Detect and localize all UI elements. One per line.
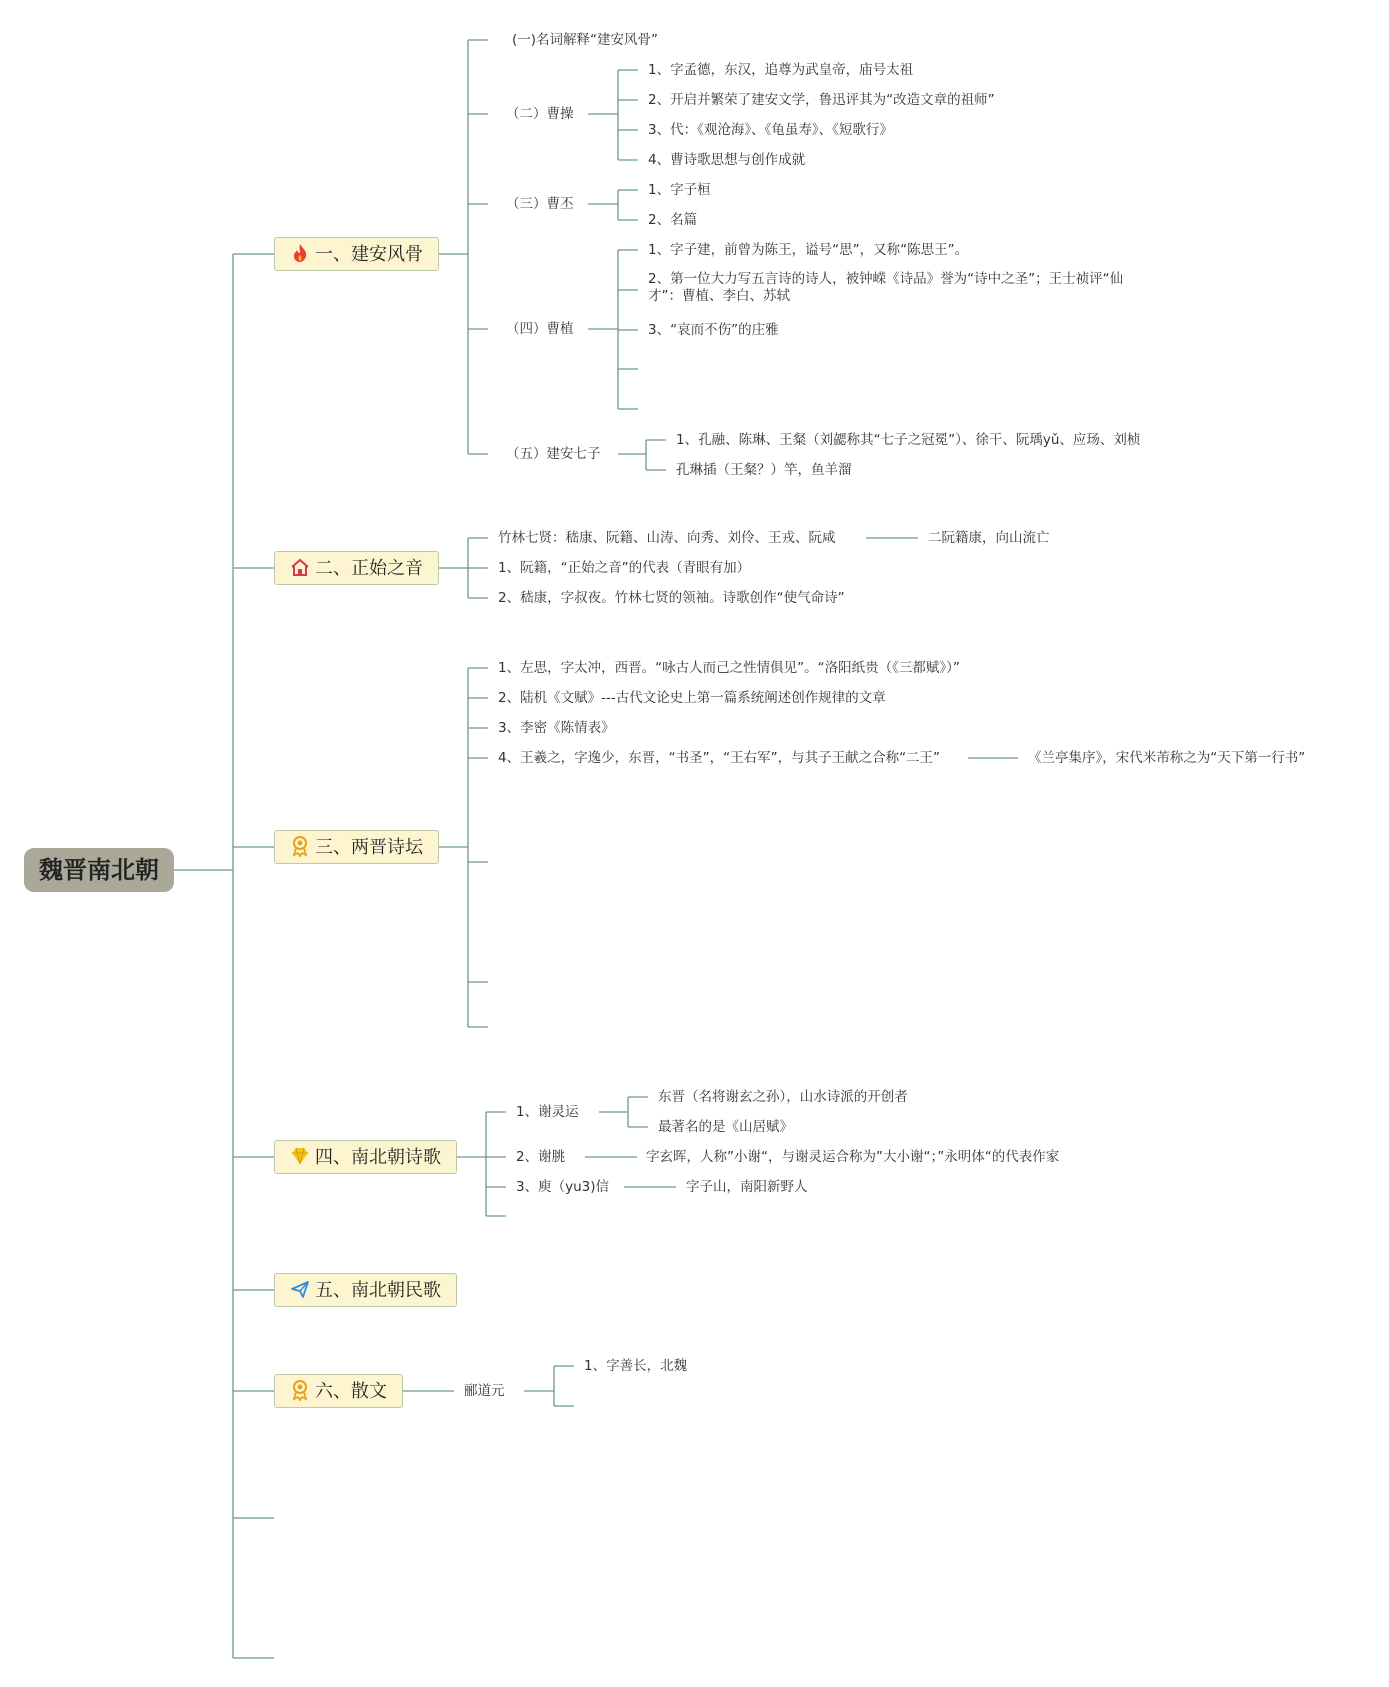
zhengshi-item[interactable]: 竹林七贤：嵇康、阮籍、山涛、向秀、刘伶、王戎、阮咸 [498, 530, 836, 546]
zhengshi-sub[interactable]: 二阮籍康，向山流亡 [928, 530, 1050, 546]
caocao-node[interactable]: （二）曹操 [506, 106, 574, 122]
section-label: 三、两晋诗坛 [315, 837, 423, 858]
qizi-node[interactable]: （五）建安七子 [506, 446, 601, 462]
section-liangjin[interactable] [274, 830, 439, 864]
medal-icon [289, 835, 311, 857]
qizi-item[interactable]: 孔琳插（王粲？）竿，鱼羊溜 [676, 462, 852, 478]
fire-icon [289, 242, 311, 264]
section-label: 四、南北朝诗歌 [315, 1147, 441, 1168]
section-label: 一、建安风骨 [315, 244, 423, 265]
xie-lingyun-node[interactable]: 1、谢灵运 [516, 1104, 579, 1120]
medal-icon [289, 1379, 311, 1401]
diamond-icon [289, 1145, 311, 1167]
xie-tiao-node[interactable]: 2、谢朓 [516, 1149, 566, 1165]
li-daoyuan-node[interactable]: 郦道元 [464, 1383, 505, 1399]
xie-lingyun-item[interactable]: 东晋（名将谢玄之孙），山水诗派的开创者 [658, 1089, 908, 1105]
caocao-item[interactable]: 3、代：《观沧海》、《龟虽寿》、《短歌行》 [648, 122, 893, 138]
xie-tiao-sub[interactable]: 字玄晖，人称”小谢“，与谢灵运合称为”大小谢“；”永明体“的代表作家 [646, 1149, 1060, 1165]
xie-lingyun-item[interactable]: 最著名的是《山居赋》 [658, 1119, 793, 1135]
house-icon [289, 556, 311, 578]
qizi-item[interactable]: 1、孔融、陈琳、王粲（刘勰称其“七子之冠冕”）、徐干、阮瑀yǔ、应玚、刘桢 [676, 432, 1141, 448]
liangjin-item[interactable]: 3、李密《陈情表》 [498, 720, 615, 736]
section-label: 二、正始之音 [315, 558, 423, 579]
caozhi-item[interactable]: 3、“哀而不伤”的庄雅 [648, 322, 779, 338]
section-nanbei-minge[interactable] [274, 1273, 457, 1307]
liangjin-sub[interactable]: 《兰亭集序》，宋代米芾称之为“天下第一行书” [1028, 750, 1306, 766]
liangjin-item[interactable]: 2、陆机《文赋》---古代文论史上第一篇系统阐述创作规律的文章 [498, 690, 886, 706]
liangjin-item[interactable]: 4、王羲之，字逸少，东晋，“书圣”，“王右军”，与其子王献之合称“二王” [498, 750, 941, 766]
section-zhengshi[interactable] [274, 551, 439, 585]
yu-xin-sub[interactable]: 字子山，南阳新野人 [686, 1179, 808, 1195]
caocao-item[interactable]: 2、开启并繁荣了建安文学，鲁迅评其为“改造文章的祖师” [648, 92, 995, 108]
zhengshi-item[interactable]: 1、阮籍，“正始之音”的代表（青眼有加） [498, 560, 751, 576]
caopi-item[interactable]: 1、字子桓 [648, 182, 711, 198]
caopi-item[interactable]: 2、名篇 [648, 212, 698, 228]
section-label: 六、散文 [315, 1381, 387, 1402]
yu-xin-node[interactable]: 3、庾（yu3)信 [516, 1179, 609, 1195]
zhengshi-item[interactable]: 2、嵇康，字叔夜。竹林七贤的领袖。诗歌创作“使气命诗” [498, 590, 845, 606]
li-daoyuan-item[interactable]: 1、字善长，北魏 [584, 1358, 688, 1374]
caozhi-item[interactable]: 1、字子建，前曾为陈王，谥号“思”，又称“陈思王”。 [648, 242, 969, 258]
root-node: 魏晋南北朝 [24, 848, 174, 892]
caopi-node[interactable]: （三）曹丕 [506, 196, 574, 212]
section-sanwen[interactable] [274, 1374, 403, 1408]
section-label: 五、南北朝民歌 [315, 1280, 441, 1301]
section-nanbei-shige[interactable] [274, 1140, 457, 1174]
caozhi-item[interactable]: 2、第一位大力写五言诗的诗人，被钟嵘《诗品》誉为“诗中之圣”；王士祯评“仙才”：曹植、李白、苏轼 [648, 271, 1124, 304]
caocao-item[interactable]: 4、曹诗歌思想与创作成就 [648, 152, 806, 168]
paper-plane-icon [289, 1278, 311, 1300]
caocao-item[interactable]: 1、字孟德，东汉，追尊为武皇帝，庙号太祖 [648, 62, 914, 78]
section-jianan[interactable] [274, 237, 439, 271]
jianan-term-node[interactable]: (一)名词解释“建安风骨” [512, 32, 659, 48]
caozhi-node[interactable]: （四）曹植 [506, 321, 574, 337]
liangjin-item[interactable]: 1、左思，字太冲，西晋。“咏古人而己之性情俱见”。“洛阳纸贵（《三都赋》）” [498, 660, 960, 676]
